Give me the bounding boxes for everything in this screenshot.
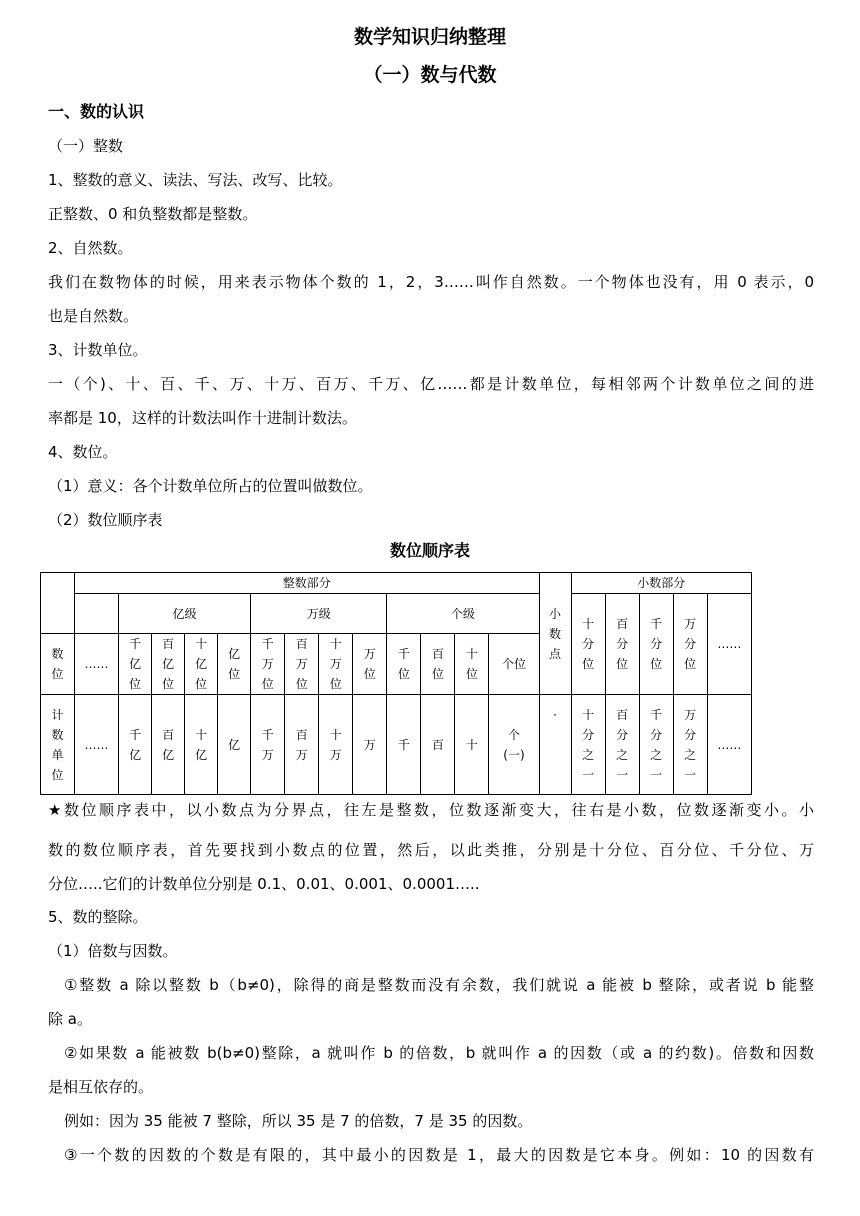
int-position-cell: 百万位 [285,634,319,695]
int-unit-cell: 亿 [218,695,251,795]
dec-unit-ellipsis: …… [707,695,751,795]
table-title: 数位顺序表 [389,541,470,560]
paragraph-line: （1）倍数与因数。 [48,942,178,960]
dec-unit-cell: 千分之一 [639,695,673,795]
paragraph-line: 率都是 10，这样的计数法叫作十进制计数法。 [48,409,357,427]
decimal-point-header: 小数点 [539,573,571,695]
group-blank-cell [75,594,119,634]
int-unit-cell: 十 [455,695,489,795]
dec-position-cell: 万分位 [673,594,707,695]
decimal-point-mark: · [539,695,571,795]
place-value-table [40,572,752,795]
integer-part-header: 整数部分 [75,573,540,594]
paragraph-line: 是相互依存的。 [48,1078,154,1096]
paragraph-line: 除 a。 [48,1010,92,1028]
paragraph-line: 正整数、0 和负整数都是整数。 [48,205,258,223]
paragraph-line: 分位…..它们的计数单位分别是 0.1、0.01、0.001、0.0001….. [48,875,480,893]
int-position-cell-ones: 个位 [489,634,539,695]
subheading-integers: （一）整数 [48,137,124,155]
paragraph-line: ①整数 a 除以整数 b（b≠0)，除得的商是整数而没有余数，我们就说 a 能被 b 整除，或者说 b 能整 [64,976,814,994]
int-position-cell: 百亿位 [152,634,185,695]
dec-position-ellipsis: …… [707,594,751,695]
paragraph-line: ★数位顺序表中，以小数点为分界点，往左是整数，位数逐渐变大，往右是小数，位数逐渐变小。小 [48,801,814,819]
dec-position-cell: 千分位 [639,594,673,695]
paragraph-line: 2、自然数。 [48,239,133,257]
dec-unit-cell: 万分之一 [673,695,707,795]
int-unit-cell: 百亿 [152,695,185,795]
section-title: （一）数与代数 [363,64,497,86]
paragraph-line: 数的数位顺序表，首先要找到小数点的位置，然后，以此类推，分别是十分位、百分位、千分位、万 [48,841,814,859]
paragraph-line: （2）数位顺序表 [48,511,163,529]
paragraph-line: 例如：因为 35 能被 7 整除，所以 35 是 7 的倍数，7 是 35 的因数。 [64,1112,533,1130]
paragraph-line: 也是自然数。 [48,307,139,325]
paragraph-line: 4、数位。 [48,443,118,461]
int-unit-cell: 千万 [251,695,285,795]
unit-one-main: 个 [507,727,520,742]
int-unit-cell-ones [489,695,539,795]
int-position-cell: 千万位 [251,634,285,695]
int-position-cell: 十万位 [319,634,353,695]
paragraph-line: ②如果数 a 能被数 b(b≠0)整除，a 就叫作 b 的倍数，b 就叫作 a 的因数（或 a 的约数)。倍数和因数 [64,1044,814,1062]
paragraph-line: 3、计数单位。 [48,341,148,359]
int-unit-cell: 十万 [319,695,353,795]
unit-one-sub: (一) [503,747,525,762]
int-position-cell: 十位 [455,634,489,695]
group-wan: 万级 [251,594,387,634]
paragraph-line: 5、数的整除。 [48,908,148,926]
int-position-cell: 亿位 [218,634,251,695]
heading-number-recognition: 一、数的认识 [48,102,145,121]
decimal-part-header: 小数部分 [571,573,751,594]
group-yi: 亿级 [119,594,251,634]
row-label-positions: 数位 [41,634,75,695]
row-label-units: 计数单位 [41,695,75,795]
int-unit-cell: 千 [387,695,421,795]
int-unit-cell: 百 [421,695,455,795]
paragraph-line: 一（个)、十、百、千、万、十万、百万、千万、亿……都是计数单位，每相邻两个计数单位之间的进 [48,375,814,393]
int-position-cell: 百位 [421,634,455,695]
table-corner-cell [41,573,75,634]
int-position-cell: 十亿位 [185,634,218,695]
int-unit-cell: 百万 [285,695,319,795]
int-unit-cell: 十亿 [185,695,218,795]
int-position-cell: 万位 [353,634,387,695]
paragraph-line: 我们在数物体的时候，用来表示物体个数的 1，2，3……叫作自然数。一个物体也没有，用 0 表示，0 [48,273,814,291]
position-ellipsis: …… [75,634,119,695]
document-title: 数学知识归纳整理 [353,26,506,48]
dec-unit-cell: 百分之一 [605,695,639,795]
dec-position-cell: 百分位 [605,594,639,695]
paragraph-line: （1）意义：各个计数单位所占的位置叫做数位。 [48,477,373,495]
int-unit-cell: 千亿 [119,695,152,795]
int-position-cell: 千亿位 [119,634,152,695]
dec-position-cell: 十分位 [571,594,605,695]
group-ge: 个级 [387,594,539,634]
int-position-cell: 千位 [387,634,421,695]
dec-unit-cell: 十分之一 [571,695,605,795]
unit-ellipsis: …… [75,695,119,795]
paragraph-line: ③一个数的因数的个数是有限的，其中最小的因数是 1，最大的因数是它本身。例如：10 的因数有 [64,1146,814,1164]
paragraph-line: 1、整数的意义、读法、写法、改写、比较。 [48,171,343,189]
int-unit-cell: 万 [353,695,387,795]
